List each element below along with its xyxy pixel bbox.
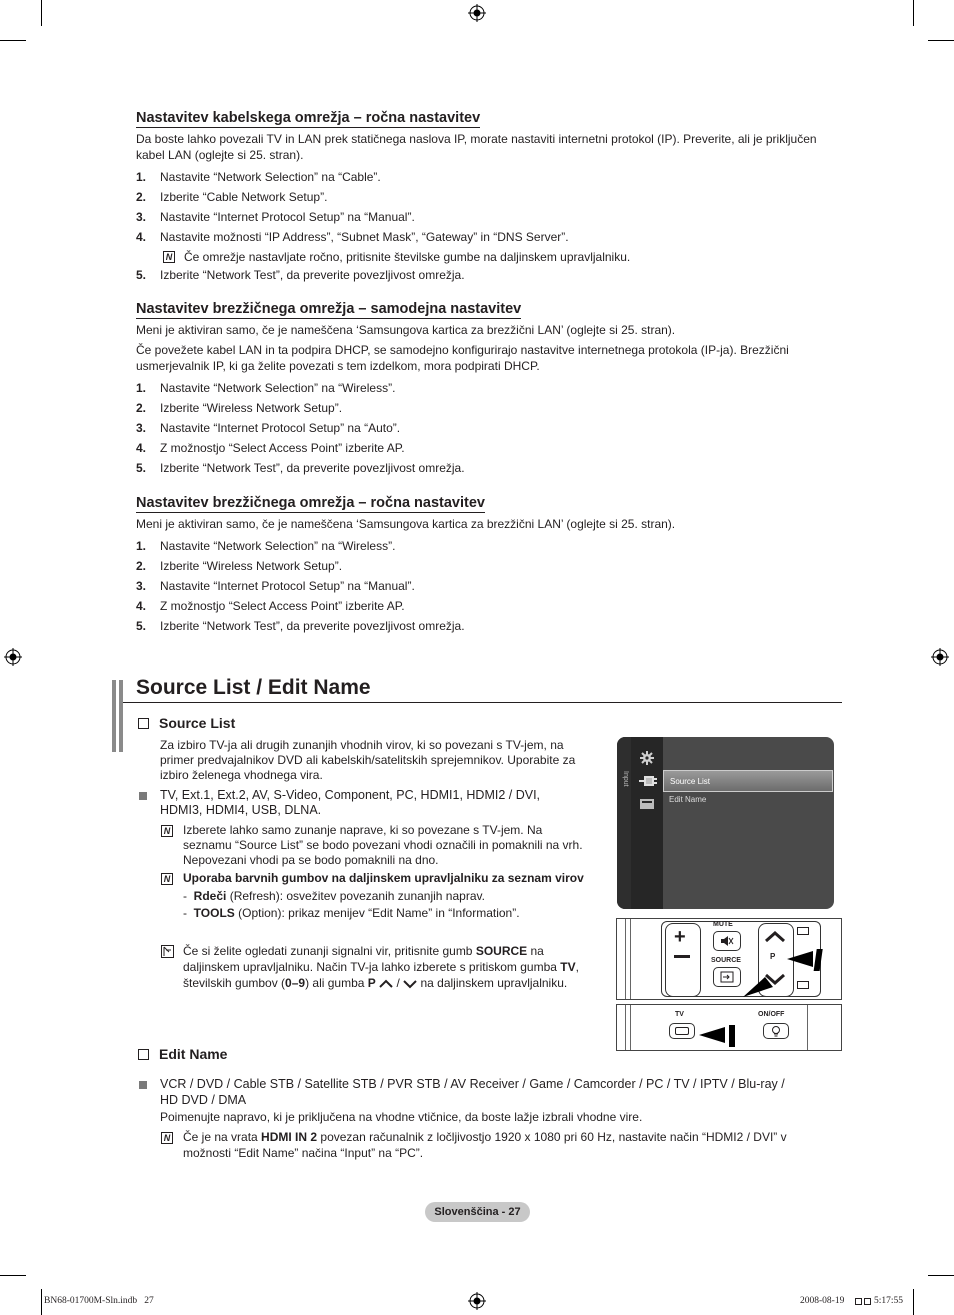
menu-side-label: Input: [622, 771, 629, 787]
channel-up-icon: [764, 931, 786, 943]
menu-item-edit-name[interactable]: Edit Name: [669, 795, 707, 804]
step-item: 4. Nastavite možnosti “IP Address”, “Subnet Mask”, “Gateway” in “DNS Server”.: [136, 230, 569, 244]
color-button-item: - Rdeči (Refresh): osvežitev povezanih zunanjih naprav.: [183, 889, 485, 903]
page-title: Source List / Edit Name: [136, 676, 371, 699]
menu-side-strip: [617, 737, 631, 909]
inputs-line: TV, Ext.1, Ext.2, AV, S-Video, Component, PC, HDMI1, HDMI2 / DVI,: [160, 788, 541, 802]
crop-mark: [41, 1289, 42, 1315]
subsection-heading-source-list: Source List: [159, 715, 236, 731]
tip-line: številskih gumbov (0–9) ali gumba P / na daljinskem upravljalniku.: [183, 976, 568, 990]
footer-file-name: BN68-01700M-Sln.indb 27: [44, 1296, 154, 1306]
volume-up-icon: +: [674, 926, 686, 948]
step-item: 3. Nastavite “Internet Protocol Setup” na “Auto”.: [136, 421, 401, 435]
crop-mark: [0, 1275, 26, 1276]
remote-edge: [625, 919, 631, 999]
step-item: 5. Izberite “Network Test”, da preverite povezljivost omrežja.: [136, 461, 465, 475]
remote-edge: [625, 1005, 631, 1050]
menu-item-source-list[interactable]: [663, 770, 833, 792]
footer-date: 2008-08-19: [800, 1296, 845, 1306]
section-intro: Meni je aktiviran samo, če je nameščena ‘Samsungova kartica za brezžični LAN’ (oglejte si 25. stran).: [136, 517, 676, 531]
footer-time: 5:17:55: [874, 1296, 904, 1306]
devices-line: VCR / DVD / Cable STB / Satellite STB / PVR STB / AV Receiver / Game / Camcorder / PC / TV / IPTV / Blu-ray /: [160, 1077, 785, 1091]
tip-line: Če si želite ogledati zunanji signalni vir, pritisnite gumb SOURCE na: [183, 944, 544, 958]
light-bulb-icon: [770, 1025, 782, 1037]
pointer-arrow-icon: [787, 947, 827, 971]
step-item: 3. Nastavite “Internet Protocol Setup” na “Manual”.: [136, 579, 415, 593]
hdmi-note-line: Če je na vrata HDMI IN 2 povezan računalnik z ločljivostjo 1920 x 1080 pri 60 Hz, nastavite način “HDMI2 / DVI” v: [183, 1130, 787, 1144]
step-item: 5. Izberite “Network Test”, da preverite povezljivost omrežja.: [136, 268, 465, 282]
note-icon: N: [161, 1132, 173, 1144]
source-label: SOURCE: [711, 957, 741, 964]
crop-mark: [928, 40, 954, 41]
tip-icon: [161, 945, 174, 958]
edit-name-desc: Poimenujte napravo, ki je priključena na vhodne vtičnice, da boste lažje izbrali vhodne vire.: [160, 1110, 643, 1124]
step-item: 2. Izberite “Wireless Network Setup”.: [136, 401, 343, 415]
note-icon: N: [163, 251, 175, 263]
crop-mark: [913, 0, 914, 26]
chevron-up-icon: [379, 979, 393, 989]
note-line: seznamu “Source List” se bodo povezani vhodi označili in pomaknili na vrh.: [183, 838, 583, 852]
inputs-line: HDMI3, HDMI4, USB, DLNA.: [160, 803, 322, 817]
step-item: 1. Nastavite “Network Selection” na “Cable”.: [136, 170, 381, 184]
footer-glyph-box: [864, 1298, 871, 1305]
title-rule: [123, 702, 842, 703]
step-item: 1. Nastavite “Network Selection” na “Wireless”.: [136, 381, 396, 395]
crop-mark: [913, 1289, 914, 1315]
title-bar-decoration: [112, 680, 116, 752]
section-heading-wireless-auto: Nastavitev brezžičnega omrežja – samodejna nastavitev: [136, 301, 522, 317]
chevron-down-icon: [403, 979, 417, 989]
crop-mark: [41, 0, 42, 26]
channel-p-label: P: [770, 952, 776, 961]
crop-mark: [0, 40, 26, 41]
pointer-arrow-icon: [699, 1023, 739, 1047]
source-list-desc-line: izbiro želenega vhodnega vira.: [160, 768, 323, 782]
tip-line: daljinskem upravljalniku. Način TV-ja lahko izberete s pritiskom gumba TV,: [183, 960, 579, 974]
step-item: 2. Izberite “Wireless Network Setup”.: [136, 559, 343, 573]
note-line: Nepovezani vhodi pa se bodo pomaknili na dno.: [183, 853, 439, 867]
input-plug-icon: [639, 775, 657, 787]
tv-label: TV: [675, 1011, 684, 1018]
color-button-item: - TOOLS (Option): prikaz menijev “Edit Name” in “Information”.: [183, 906, 520, 920]
note-line: Izberete lahko samo zunanje naprave, ki so povezane s TV-jem. Na: [183, 823, 543, 837]
settings-gear-icon: [640, 751, 654, 765]
hdmi-note-line: možnosti “Edit Name” načina “Input” na “PC”.: [183, 1146, 424, 1160]
section-heading-cable-manual: Nastavitev kabelskega omrežja – ročna nastavitev: [136, 110, 481, 126]
source-list-desc-line: Za izbiro TV-ja ali drugih zunanjih vhodnih virov, ki so povezani s TV-jem, na: [160, 738, 564, 752]
section-intro-2: Če povežete kabel LAN in ta podpira DHCP, se samodejno konfigurirajo nastavitve internetnega protokola (IP-ja). Brezžični usmerjevalnik IP, ki ga želite povezati s tem izdelkom, mora podpirati DHCP.: [136, 343, 789, 373]
title-bar-decoration: [119, 680, 123, 752]
bullet-square-icon: [139, 1081, 147, 1089]
step-item: 3. Nastavite “Internet Protocol Setup” na “Manual”.: [136, 210, 415, 224]
step-item: 1. Nastavite “Network Selection” na “Wireless”.: [136, 539, 396, 553]
step-item: 2. Izberite “Cable Network Setup”.: [136, 190, 328, 204]
section-heading-wireless-manual: Nastavitev brezžičnega omrežja – ročna nastavitev: [136, 495, 485, 511]
tv-screen-icon: [675, 1027, 689, 1035]
application-icon: [640, 799, 654, 809]
note-text: Če omrežje nastavljate ročno, pritisnite številske gumbe na daljinskem upravljalniku.: [184, 250, 631, 264]
step-item: 5. Izberite “Network Test”, da preverite povezljivost omrežja.: [136, 619, 465, 633]
step-item: 4. Z možnostjo “Select Access Point” izberite AP.: [136, 599, 405, 613]
tv-menu-screenshot: [617, 737, 834, 909]
crop-mark: [928, 1275, 954, 1276]
registration-mark-icon: [931, 648, 949, 666]
checkbox-bullet-icon: [138, 718, 149, 729]
footer-glyph-box: [855, 1298, 862, 1305]
registration-mark-icon: [468, 4, 486, 22]
devices-line: HD DVD / DMA: [160, 1093, 247, 1107]
teletext-icon: [797, 927, 809, 935]
menu-item-label: Source List: [670, 777, 711, 786]
source-list-desc-line: primer predvajalnikov DVD ali kabelskih/satelitskih sprejemnikov. Uporabite za: [160, 753, 576, 767]
registration-mark-icon: [4, 648, 22, 666]
step-item: 4. Z možnostjo “Select Access Point” izberite AP.: [136, 441, 405, 455]
mute-speaker-icon: [720, 935, 734, 947]
note-color-buttons: Uporaba barvnih gumbov na daljinskem upravljalniku za seznam virov: [183, 871, 584, 885]
mute-label: MUTE: [713, 921, 733, 928]
registration-mark-icon: [468, 1292, 486, 1310]
note-icon: N: [161, 825, 173, 837]
source-input-icon: [720, 971, 734, 983]
note-icon: N: [161, 873, 173, 885]
section-intro: Da boste lahko povezali TV in LAN prek statičnega naslova IP, morate nastaviti internetni protokol (IP). Preverite, ali je priključen kabel LAN (oglejte si 25. stran).: [136, 132, 817, 162]
teletext-icon: [797, 981, 809, 989]
section-intro: Meni je aktiviran samo, če je nameščena ‘Samsungova kartica za brezžični LAN’ (oglejte si 25. stran).: [136, 323, 676, 337]
page-number-badge: Slovenščina - 27: [425, 1202, 530, 1222]
checkbox-bullet-icon: [138, 1049, 149, 1060]
remote-edge: [807, 1005, 813, 1050]
pointer-arrow-icon: [735, 977, 775, 1001]
remote-illustration-top: [616, 918, 842, 1000]
subsection-heading-edit-name: Edit Name: [159, 1046, 228, 1062]
onoff-label: ON/OFF: [758, 1011, 785, 1018]
bullet-square-icon: [139, 792, 147, 800]
volume-down-icon: [674, 955, 690, 958]
remote-illustration-bottom: [616, 1004, 842, 1051]
